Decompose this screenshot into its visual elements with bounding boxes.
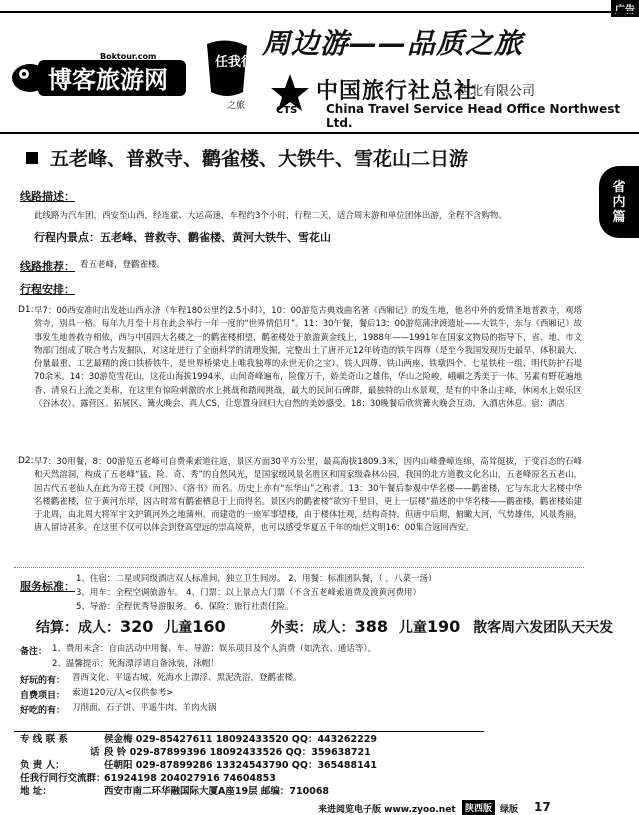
recommend-label: 线路推荐：	[20, 260, 75, 273]
service-label: 服务标准：	[20, 580, 75, 593]
selfpay-text: 索道120元/人<仅供参考>	[72, 688, 174, 698]
footer-paper: 来进阅览电子版 www.zyoo.net	[318, 805, 456, 815]
description-text: 此线路为汽车团，西安至山西，经连霍、大运高速，车程约3个小时，行程二天，适合周末游和单位团体出游，全程不含购物。	[34, 211, 507, 221]
address-value: 西安市南二环华融国际大厦A座19层 邮编：710068	[104, 786, 330, 797]
cts-name: 中国旅行社总社	[316, 78, 478, 104]
service-item-1: 1、住宿：二星或同级酒店双人标准间，独立卫生间房。 2、用餐：标准团队餐，（ ，八菜一汤）	[76, 574, 437, 584]
contact-line-1: 侯金梅 029-85427611 18092433520 QQ：443262229	[104, 734, 377, 745]
sale-child: 190	[426, 617, 461, 636]
schedule-label: 行程安排：	[20, 283, 75, 296]
province-tab	[599, 166, 639, 238]
day2-label: D2:	[18, 456, 34, 466]
cts-sub: 西北有限公司	[457, 84, 536, 99]
settle-label: 结算：成人：	[36, 620, 120, 636]
contact-line-2: 段 铃 029-87899396 18092433526 QQ：359638721	[104, 747, 371, 758]
shopping-text: 晋西文化、平遥古城、死海水上漂浮、黑泥洗浴，登鹳雀楼。	[72, 673, 302, 683]
address-label: 地 址：	[20, 786, 52, 797]
footer-section: 陕西版	[462, 800, 495, 815]
person-label: 负 责 人：	[20, 760, 65, 771]
highlights: 行程内景点：五老峰、普救寺、鹳雀楼、黄河大铁牛、雪花山	[34, 231, 331, 244]
title-bullet	[26, 152, 38, 164]
food-label: 好吃的有：	[20, 706, 66, 716]
contact-line-3: 任朝阳 029-87899286 13324543790 QQ：365488141	[104, 760, 377, 771]
sale-adult: 388	[354, 617, 388, 636]
day1-text: 早7：00西安准时出发赴山西永济（车程180公里约2.5小时），10：00游览古典戏曲名著《西厢记》的发生地，他名中外的爱情圣地普救寺，观塔赏寺，别具一格。每年九月至十月在此会举行一年一度的“世界情侣月”。11：30午餐，餐后13：00游览蒲津渡遗址——大铁牛，东与《西厢记》故事发生地普救寺相依，西与中国四大名楼之一的鹳雀楼相望，鹳雀楼处于旅游黄金线上，1988年——1991年在国家文物局的指导下，省、地、市文物部门组成了联合考古发掘队，对这址进行了全面科学的清理发掘，完整出土了唐开元12年铸造的铁牛四尊（是至今我国发现历史最早、体积最大、份量最重、工艺最精的渡口铁桥铁牛，是世界桥梁史上唯我独尊的永世无价之宝）、铁人四尊、铁山两座、铁墩四个、七星铁柱一组、明代防护石堤70余米。14：30游览雪花山，这花山海拔1994米，山间奇峰遍布，险像万千，娇美奇山之雄伟，华山之险峻，峨嵋之秀美于一体。另素有野花遍地香、清泉石上流之美称，在这里有惊险刺激的水上挑战和踏阀挑战，最大的民间石碑群，最独特的山水景观，是有的中条山主峰，休闲水上娱乐区（谷沐农）、露营区、拓展区、篝火晚会、真人CS，让您置身回归大自然的美妙感受。18：30晚餐后欣赏篝火晚会互动，入酒店休息。宿：酒店	[34, 305, 582, 409]
selfpay-label: 自费项目：	[20, 691, 66, 701]
service-item-2: 3、用车：全程空调旅游车。 4、门票：以上景点大门票（不含五老峰索道费及渡黄河费用）	[76, 588, 422, 598]
mascot-text: 任我行	[215, 55, 255, 70]
food-text: 刀削面、石子饼、平遥牛肉、羊肉火锅	[72, 703, 217, 713]
settle-adult: 320	[120, 617, 154, 636]
route-title: 五老峰、普救寺、鹳雀楼、大铁牛、雪花山二日游	[50, 148, 469, 170]
recommend-text: 看五老峰，登鹳雀楼。	[80, 260, 166, 270]
day2-text: 早7：30用餐，8：00游览五老峰可自费乘索道往返，景区方面30平方公里，最高海拔1809.3米，因内山峰叠嶂连绵，高耸挺拔，于变百态的石峰和天然溶洞，构成了五老峰“猛、险、奇、秀”的自然风光，是国家级风景名胜区和国家级森林公园，我国的北方道教文化名山，五老峰原名五老山，因古代五老仙人在此为帝王授《河图》、《洛书》而名。历史上亦有“东华山”之称者。13：30午餐后参观中华名楼——鹳雀楼，它与东北大名楼中华名楼鹳雀楼，位于黄河东岸，因古时常有鹳雀栖息于上而得名。景区内的鹳雀楼“欲穷千里目，更上一层楼”描述的中华名楼——鹳雀楼，鹳雀楼始建于北周，由北周大将军宇文护镇河外之地蒲州，而建造的一座军事望楼，由于楼体壮观，结构奇特，但唐中后期，俯瞰大河，气势雄伟，风景秀丽，唐人留诗甚多。在这里不仅可以体会到登高望远的崇高境界，也可以感受华夏五千年的灿烂文明16：00集合返回西安。	[34, 456, 582, 533]
mascot-logo	[197, 36, 259, 114]
fax-label: 任我行同行交流群：	[20, 773, 106, 784]
cts-en: China Travel Service Head Office Northwest Ltd.	[326, 102, 621, 130]
bokeh-logo	[8, 50, 188, 102]
bokeh-logo-text: 博客旅游网	[48, 66, 168, 94]
cts-abbr: CTS	[276, 105, 298, 114]
sale-child-label: 儿童	[398, 620, 427, 636]
fax-value: 61924198 204027916 74604853	[104, 773, 276, 784]
note-2: 2、温馨提示：死海漂浮请自备泳装，泳帽！	[52, 659, 219, 669]
header-rule	[0, 132, 639, 134]
province-tab-3: 篇	[612, 209, 626, 225]
notes-label: 备注：	[20, 647, 48, 657]
settle-child: 160	[192, 617, 226, 636]
bokeh-logo-url: Boktour.com	[100, 52, 157, 61]
note-1: 1、费用未含：自由活动中用餐、车、导游；娱乐项目及个人消费（如洗衣、通话等）。	[52, 644, 377, 654]
shopping-label: 好玩的有：	[20, 676, 66, 686]
tel-label: 话	[90, 747, 100, 758]
footer-page-label: 绿版	[500, 805, 519, 815]
service-item-3: 5、导游：全程优秀导游服务。 6、保险：旅行社责任险。	[76, 602, 294, 612]
cts-logo-icon	[270, 72, 310, 114]
province-tab-2: 内	[612, 194, 626, 210]
settle-child-label: 儿童	[164, 620, 193, 636]
province-tab-1: 省	[612, 179, 626, 195]
price-row	[36, 617, 613, 637]
sale-label: 外卖：成人：	[270, 620, 355, 636]
day1-label: D1:	[18, 305, 34, 315]
mascot-sub: 之旅	[227, 101, 246, 111]
tagline: 周边游——品质之旅	[262, 27, 524, 60]
page-number: 17	[534, 800, 551, 814]
divider	[14, 567, 584, 568]
hotline-label: 专 线 联 系	[20, 734, 68, 745]
description-label: 线路描述：	[20, 190, 75, 203]
top-rule	[0, 11, 639, 13]
ad-tag	[611, 0, 639, 17]
group-note: 散客周六发团队天天发	[473, 620, 614, 636]
